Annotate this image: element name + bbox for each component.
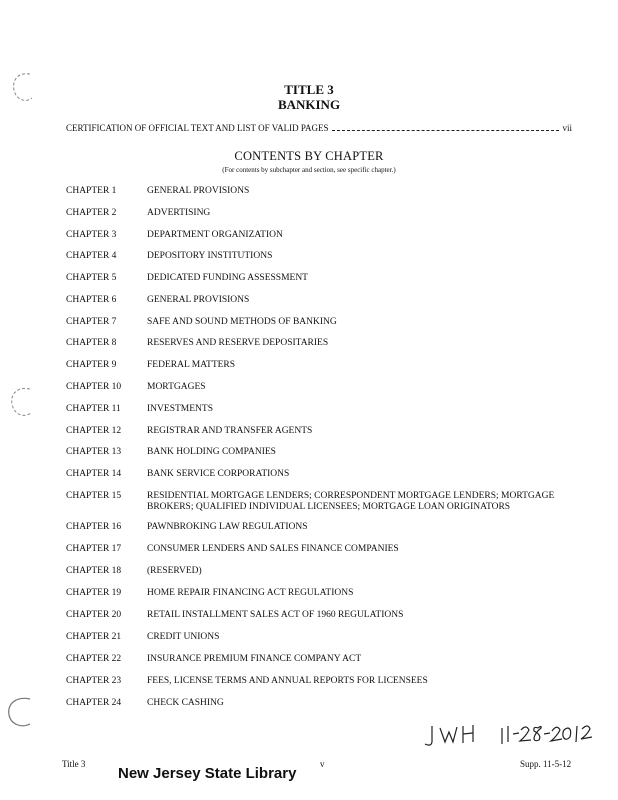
chapter-title: BANK SERVICE CORPORATIONS <box>147 469 290 479</box>
chapter-label: CHAPTER 7 <box>66 317 117 327</box>
footer-title: Title 3 <box>62 759 86 769</box>
chapter-label: CHAPTER 22 <box>66 654 122 664</box>
chapter-title: PAWNBROKING LAW REGULATIONS <box>147 522 308 532</box>
chapter-title: MORTGAGES <box>147 382 206 392</box>
chapter-label: CHAPTER 2 <box>66 208 117 218</box>
chapter-label: CHAPTER 6 <box>66 295 117 305</box>
chapter-label: CHAPTER 5 <box>66 273 117 283</box>
chapter-label: CHAPTER 15 <box>66 491 122 501</box>
chapter-title: RESERVES AND RESERVE DEPOSITARIES <box>147 338 329 348</box>
chapter-title: HOME REPAIR FINANCING ACT REGULATIONS <box>147 588 354 598</box>
chapter-title: REGISTRAR AND TRANSFER AGENTS <box>147 426 313 436</box>
chapter-label: CHAPTER 3 <box>66 230 117 240</box>
contents-note: (For contents by subchapter and section, see specific chapter.) <box>222 166 396 174</box>
chapter-title: DEPARTMENT ORGANIZATION <box>147 230 283 240</box>
dot-leader <box>332 130 560 131</box>
title-number: TITLE 3 <box>284 82 334 97</box>
chapter-label: CHAPTER 13 <box>66 447 122 457</box>
chapter-title: DEPOSITORY INSTITUTIONS <box>147 251 273 261</box>
page-number: v <box>320 759 325 769</box>
chapter-title: CREDIT UNIONS <box>147 632 220 642</box>
chapter-label: CHAPTER 24 <box>66 698 122 708</box>
chapter-label: CHAPTER 1 <box>66 186 117 196</box>
certification-text: CERTIFICATION OF OFFICIAL TEXT AND LIST OF VALID PAGES <box>66 123 329 133</box>
certification-page: vii <box>562 123 572 133</box>
chapter-title: BANK HOLDING COMPANIES <box>147 447 276 457</box>
chapter-label: CHAPTER 20 <box>66 610 122 620</box>
chapter-title: FEES, LICENSE TERMS AND ANNUAL REPORTS FOR LICENSEES <box>147 676 428 686</box>
chapter-title: GENERAL PROVISIONS <box>147 295 250 305</box>
chapter-title: FEDERAL MATTERS <box>147 360 236 370</box>
chapter-label: CHAPTER 8 <box>66 338 117 348</box>
library-stamp: New Jersey State Library <box>118 765 297 782</box>
chapter-label: CHAPTER 19 <box>66 588 122 598</box>
chapter-label: CHAPTER 12 <box>66 426 122 436</box>
chapter-label: CHAPTER 18 <box>66 566 122 576</box>
chapter-title: GENERAL PROVISIONS <box>147 186 250 196</box>
chapter-title: SAFE AND SOUND METHODS OF BANKING <box>147 317 337 327</box>
chapter-title: DEDICATED FUNDING ASSESSMENT <box>147 273 308 283</box>
chapter-label: CHAPTER 11 <box>66 404 121 414</box>
punch-hole-mark <box>6 385 36 421</box>
chapter-label: CHAPTER 23 <box>66 676 122 686</box>
chapter-label: CHAPTER 16 <box>66 522 122 532</box>
chapter-label: CHAPTER 17 <box>66 544 122 554</box>
chapter-title: INVESTMENTS <box>147 404 213 414</box>
chapter-title: RESIDENTIAL MORTGAGE LENDERS; CORRESPONDENT MORTGAGE LENDERS; MORTGAGE BROKERS; QUALIFIED INDIVIDUAL LICENSEES; MORTGAGE LOAN ORIGINATORS <box>147 491 555 512</box>
chapter-title: CONSUMER LENDERS AND SALES FINANCE COMPANIES <box>147 544 399 554</box>
supplement-date: Supp. 11-5-12 <box>520 759 572 769</box>
chapter-label: CHAPTER 14 <box>66 469 122 479</box>
chapter-label: CHAPTER 9 <box>66 360 117 370</box>
punch-hole-mark <box>4 695 34 731</box>
contents-heading: CONTENTS BY CHAPTER <box>234 149 384 163</box>
chapter-title: CHECK CASHING <box>147 698 224 708</box>
chapter-label: CHAPTER 4 <box>66 251 117 261</box>
chapter-label: CHAPTER 10 <box>66 382 122 392</box>
certification-line <box>66 123 572 133</box>
chapter-title: INSURANCE PREMIUM FINANCE COMPANY ACT <box>147 654 362 664</box>
title-name: BANKING <box>277 97 341 112</box>
handwritten-initials-date <box>420 720 600 750</box>
chapter-title: ADVERTISING <box>147 208 211 218</box>
chapter-title: RETAIL INSTALLMENT SALES ACT OF 1960 REGULATIONS <box>147 610 404 620</box>
chapter-title: (RESERVED) <box>147 566 202 576</box>
chapter-label: CHAPTER 21 <box>66 632 122 642</box>
